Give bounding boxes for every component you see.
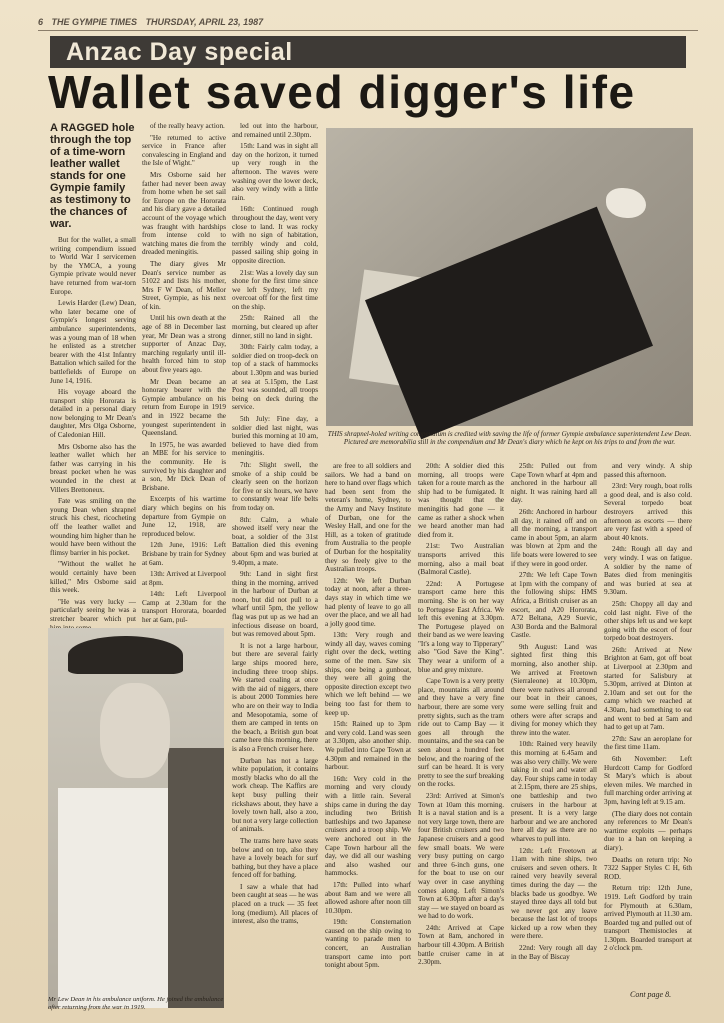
paragraph: 14th: Left Liverpool Camp at 2.30am for the transport Hororata, boarded her at 6am, pul- bbox=[142, 590, 226, 625]
paragraph: 16th: Very cold in the morning and very cloudy with a little rain. Several ships came in during the day including two British battleships and two Japanese cruisers and a troop ship. We were anchored out in the Cape Town harbour all the day, we did all our washing and also washed our hammocks. bbox=[325, 774, 411, 878]
paragraph: 21st: Was a lovely day sun shone for the first time since we left Sydney, left my overcoat off for the first time on the ship. bbox=[232, 268, 318, 311]
compendium-caption: THIS shrapnel-holed writing compendium is credited with saving the life of former Gympie ambulance superintendent Lew Dean. Pictured are memorabilia still in the compendium and Mr Dean's diary which he kept on his trips to and from the war. bbox=[327, 430, 692, 447]
paragraph: 27th: We left Cape Town at 1pm with the company of the following ships: HMS Africa, a British cruiser as an escort, and A20 Hororata, A72 Beltana, A29 Suevic, A30 Borda and the Balmoral Castle. bbox=[511, 571, 597, 640]
paragraph: Return trip: 12th June, 1919. Left Godford by train for Plymouth at 6.30am, arrived Plymouth at 11.30 am. Boarded tug and pulled out of transport Themistocles at 1.30pm. Boarded transport at 2 o'clock pm. bbox=[604, 884, 692, 953]
paragraph: 13th: Arrived at Liverpool at 8pm. bbox=[142, 570, 226, 587]
paragraph: But for the wallet, a small writing compendium issued to World War I servicemen by the YMCA, a young Gympie private would never have returned from war-torn Europe. bbox=[50, 236, 136, 296]
column-4 bbox=[325, 462, 411, 1010]
uniform-cap bbox=[68, 636, 183, 674]
paragraph: 15th: Land was in sight all day on the horizon, it turned up very rough in the afternoon. The waves were washing over the lower deck, also very windy with a little rain. bbox=[232, 142, 318, 202]
paragraph: 16th: Continued rough throughout the day, went very close to land. It was rocky with no sign of habitation, terribly windy and cold, passed sailing ship going in opposite direction. bbox=[232, 205, 318, 265]
issue-date: THURSDAY, APRIL 23, 1987 bbox=[145, 17, 264, 27]
column-1 bbox=[50, 122, 136, 622]
page-number: 6 bbox=[38, 17, 44, 27]
paragraph: 13th: Very rough and windy all day, waves coming right over the deck, wetting some of the men. Saw six ships, one being a gunboat, they were all going the opposite direction except two which we left behind — we being too fast for them to keep up. bbox=[325, 631, 411, 717]
compendium-photo bbox=[326, 128, 693, 426]
paragraph: 24th: Rough all day and very windy. I was on fatigue. A soldier by the name of Bates died from meningitis and was buried at sea at 9.30am. bbox=[604, 545, 692, 597]
face bbox=[100, 683, 170, 778]
paragraph: Until his own death at the age of 88 in December last year, Mr Dean was a strong supporter of Anzac Day, marching regularly until ill-health forced him to stop about five years ago. bbox=[142, 314, 226, 375]
paragraph: 10th: Rained very heavily this morning at 6.45am and was also very chilly. We were taking in coal and water all day. Four ships came in today at 2.15pm, there are 25 ships, one battleship and two cruisers in the harbour at present. It is a very large harbour and we are anchored here all day as there are no wharves to pull into. bbox=[511, 740, 597, 843]
paragraph: 25th: Choppy all day and cold last night. Five of the other ships left us and we kept going with the escort of four torpedo boat destroyers. bbox=[604, 599, 692, 643]
column-7 bbox=[604, 462, 692, 987]
paragraph: 25th: Pulled out from Cape Town wharf at 4pm and anchored in the harbour all night. It was raining hard all day. bbox=[511, 462, 597, 505]
paragraph: The trams here have seats below and on top, also they have a lovely beach for surf bathing, but they have a place fenced off for bathing. bbox=[232, 836, 318, 880]
paragraph: 12th: We left Durban today at noon, after a three-days stay in which time we had plenty of leave to go all over the place, and we all had a jolly good time. bbox=[325, 576, 411, 628]
paragraph: are free to all soldiers and sailors. We had a band on here to hand over flags which had been sent from the veteran's home, Sydney, to the Army and Navy Institute of Durban, one for the Wesley Hall, and one for the Hill, as a token of gratitude from Australia to the people of Durban for the hospitality they so freely give to the Australian troops. bbox=[325, 462, 411, 574]
paragraph: Durban has not a large white population, it contains mostly blacks who do all the work cheap. The Kaffirs are kept busy pulling their rickshaws about, they have a lovely town hall, also a zoo, but not a very large collection of animals. bbox=[232, 756, 318, 834]
section-title: Anzac Day special bbox=[66, 38, 293, 66]
paragraph: 20th: A soldier died this morning, all troops were taken for a route march as the ship had to be fumigated. It was thought that the meningitis had gone — it came as rather a shock when we heard another man had died from it. bbox=[418, 462, 504, 539]
paragraph: 22nd: Very rough all day in the Bay of Biscay bbox=[511, 944, 597, 961]
paragraph: "He returned to active service in France after convalescing in England and the Isle of Wight." bbox=[142, 133, 226, 168]
continued-note: Cont page 8. bbox=[630, 990, 672, 999]
paragraph: Mrs Osborne also has the leather wallet which her father was carrying in his breast pocket when he was wounded in the chest at Villers Brettoneux. bbox=[50, 442, 136, 494]
paragraph: I saw a whale that had been caught at seas — he was placed on a truck — 35 feet long (medium). All places of interest, also the trams, bbox=[232, 882, 318, 926]
paragraph: 23rd: Very rough, boat rolls a good deal, and is also cold. Several torpedo boat destroyers arrived this afternoon as escorts — there are very fast with a speed of about 40 knots. bbox=[604, 482, 692, 542]
paragraph: and very windy. A ship passed this afternoon. bbox=[604, 462, 692, 479]
paragraph: A RAGGED hole through the top of a time-worn leather wallet stands for one Gympie family as testimony to the chances of war. bbox=[50, 122, 135, 230]
paragraph: Mrs Osborne said her father had never been away from home when he set sail for Europe on the Hororata and his diary gave a detailed account of the voyage which was fraught with hardships from intense cold to watching mates die from the dreaded meningitis. bbox=[142, 170, 226, 257]
column-5 bbox=[418, 462, 504, 1010]
paragraph: 12th June, 1916: Left Brisbane by train for Sydney at 6am. bbox=[142, 541, 226, 567]
paragraph: 25th: Rained all the morning, but cleared up after dinner, still no land in sight. bbox=[232, 314, 318, 340]
paragraph: 9th: Land in sight first thing in the morning, arrived in the harbour of Durban at noon, but did not pull to a wharf until 5pm, the yellow flag was put up as we had an infectious disease on board, but was removed about 5pm. bbox=[232, 570, 318, 639]
leather-wallet bbox=[365, 207, 653, 440]
paragraph: 19th: Consternation caused on the ship owing to wanting to parade men to concert, an Australian transport came into port tonight about 5pm. bbox=[325, 918, 411, 970]
paragraph: Fate was smiling on the young Dean when shrapnel struck his chest, ricocheting off the leather wallet and wounding him higher than he would have been without the flimsy barrier in his pocket. bbox=[50, 497, 136, 557]
paragraph: 5th July: Fine day, a soldier died last night, was buried this morning at 10 am, believed to have died from meningitis. bbox=[232, 415, 318, 458]
paragraph: 6th November: Left Hurdcott Camp for Godford St Mary's which is about eleven miles. We marched in full marching order arriving at 3pm, having left at 9.15 am. bbox=[604, 755, 692, 806]
paragraph: His voyage aboard the transport ship Hororata is detailed in a personal diary now belonging to Mr Dean's daughter, Mrs Olga Osborne, of Caledonian Hill. bbox=[50, 388, 136, 440]
portrait-photo bbox=[48, 628, 224, 1008]
paragraph: 22nd: A Portugese transport came here this morning. She is on her way to Portugese East Africa. We left this evening at 3.30pm. The Portugese played on their band as we were leaving "It's a long way to Tipperary" also "God Save the King". They wear a uniform of a blue and grey mixture. bbox=[418, 579, 504, 674]
paragraph: 8th: Calm, a whale showed itself very near the boat, a soldier of the 31st Battalion died this evening about 6pm and was buried at 9.40pm, a mate. bbox=[232, 515, 318, 567]
paragraph: It is not a large harbour, but there are several fairly large ships moored here, including three troop ships. We started coaling at once with the aid of niggers, there is about 2000 Tommies here who are on their way to India and Mesopotamia, some of them are camped in tents on the beach, a British gun boat came here this morning, there is also a French cruiser here. bbox=[232, 641, 318, 753]
paragraph: In 1975, he was awarded an MBE for his service to the community. He is survived by his daughter and a son, Mr Dick Dean of Brisbane. bbox=[142, 440, 226, 492]
paragraph: 21st: Two Australian transports arrived this morning, also a mail boat (Balmoral Castle). bbox=[418, 542, 504, 577]
paragraph: 12th: Left Freetown at 11am with nine ships, two cruisers and seven others. It rained very heavily several times during the day — the blacks bade us goodbye. We stayed three days all told but we never got any leave because the last lot of troops kicked up a row when they were there. bbox=[511, 846, 597, 941]
paragraph: 26th: Anchored in harbour all day, it rained off and on all the morning, a transport came in about 5pm, an alarm was blown at 2pm and the life boats were lowered to see if they were in good order. bbox=[511, 507, 597, 568]
paragraph: 15th: Rained up to 3pm and very cold. Land was seen at 3.30pm, also another ship. We pulled into Cape Town at 4.30pm and remained in the harbour. bbox=[325, 720, 411, 772]
background-shadow bbox=[168, 748, 224, 1008]
column-3 bbox=[232, 122, 318, 1002]
column-2 bbox=[142, 122, 226, 625]
paragraph: led out into the harbour, and remained until 2.30pm. bbox=[232, 122, 318, 139]
headline: Wallet saved digger's life bbox=[48, 66, 636, 118]
paragraph: 27th: Saw an aeroplane for the first time 11am. bbox=[604, 734, 692, 752]
paragraph: The diary gives Mr Dean's service number as 51022 and lists his mother, Mrs F W Dean, of Mellor Street, Gympie, as his next of kin. bbox=[142, 259, 226, 311]
paragraph: 17th: Pulled into wharf about 8am and we were all allowed ashore after noon till 10.30pm. bbox=[325, 880, 411, 915]
paragraph: "He was very lucky — particularly seeing he was a stretcher bearer which put bbox=[50, 597, 136, 623]
paragraph: 30th: Fairly calm today, a soldier died on troop-deck on top of a stack of hammocks about 1.30pm and was buried at sea at 5.15pm, the Last Post was sounded, all troops being on deck during the service. bbox=[232, 343, 318, 412]
paragraph: Mr Dean became an honorary bearer with the Gympie ambulance on his return from Europe in 1919 and in 1922 became the youngest superintendent in Queensland. bbox=[142, 377, 226, 438]
shrapnel-hole bbox=[606, 188, 646, 218]
paper-name: THE GYMPIE TIMES bbox=[51, 17, 138, 27]
paragraph: 7th: Slight swell, the smoke of a ship could be clearly seen on the horizon for five or six hours, we have to constantly wear life belts from today on. bbox=[232, 460, 318, 512]
paragraph: Cape Town is a very pretty place, mountains all around and they have a very fine harbour, there are some very pretty sights, such as the tram ride out to Camp Bay — it goes all through the mountains, and the sea can be seen about a hundred feet below, and the roaring of the surf can be heard. It is very pretty to see the surf breaking on the rocks. bbox=[418, 677, 504, 789]
paragraph: Lewis Harder (Lew) Dean, who later became one of Gympie's longest serving ambulance superintendents, was a young man of 18 when he enlisted as a stretcher bearer with the 41st Infantry Battalion which sailed for the battlefields of Europe on June 14, 1916. bbox=[50, 299, 136, 385]
paragraph: of the really heavy action. bbox=[150, 122, 225, 130]
paragraph: 26th: Arrived at New Brighton at 6am, got off boat at Liverpool at 2.30pm and started for Salisbury at 5.30pm, arrived at Dinton at 2.10am and set out for the camp which we reached at 4.30am, had something to eat and went to bed at 5am and had to get up at 7am. bbox=[604, 645, 692, 732]
masthead bbox=[38, 16, 698, 31]
paragraph: 24th: Arrived at Cape Town at 8am, anchored in harbour till 4.30pm. A British battle cruiser came in at 2.30pm. bbox=[418, 923, 504, 967]
paragraph: "Without the wallet he would certainly have been killed," Mrs Osborne said this week. bbox=[50, 560, 136, 595]
paragraph: (The diary does not contain any references to Mr Dean's wartime exploits — perhaps due to a ban on keeping a diary). bbox=[604, 809, 692, 852]
column-6 bbox=[511, 462, 597, 1010]
paragraph: Excerpts of his wartime diary which begins on his departure from Gympie on June 12, 1918, are reproduced below. bbox=[142, 495, 226, 538]
portrait-caption: Mr Lew Dean in his ambulance uniform. He joined the ambulance after returning from the war in 1919. bbox=[48, 996, 224, 1011]
paragraph: 9th August: Land was sighted first thing this morning, also another ship. We arrived at Freetown (Sierraleone) at 10.30pm, there were natives all around our boat in their canoes, some were selling fruit and others were after scraps and diving for money which they threw into the water. bbox=[511, 642, 597, 737]
paragraph: 23rd: Arrived at Simon's Town at 10am this morning. It is a naval station and is a not very large town, there are four British cruisers and two Japanese cruisers and a good few small boats. We were very busy putting on cargo and three 6-inch guns, one for the boat to use on our way over in case anything comes along. Left Simon's Town at 6.30pm after a day's stay — we stayed on board as we had to do work. bbox=[418, 791, 504, 921]
paragraph: Deaths on return trip: No 7322 Sapper Styles C H, 6th ROD. bbox=[604, 855, 692, 881]
